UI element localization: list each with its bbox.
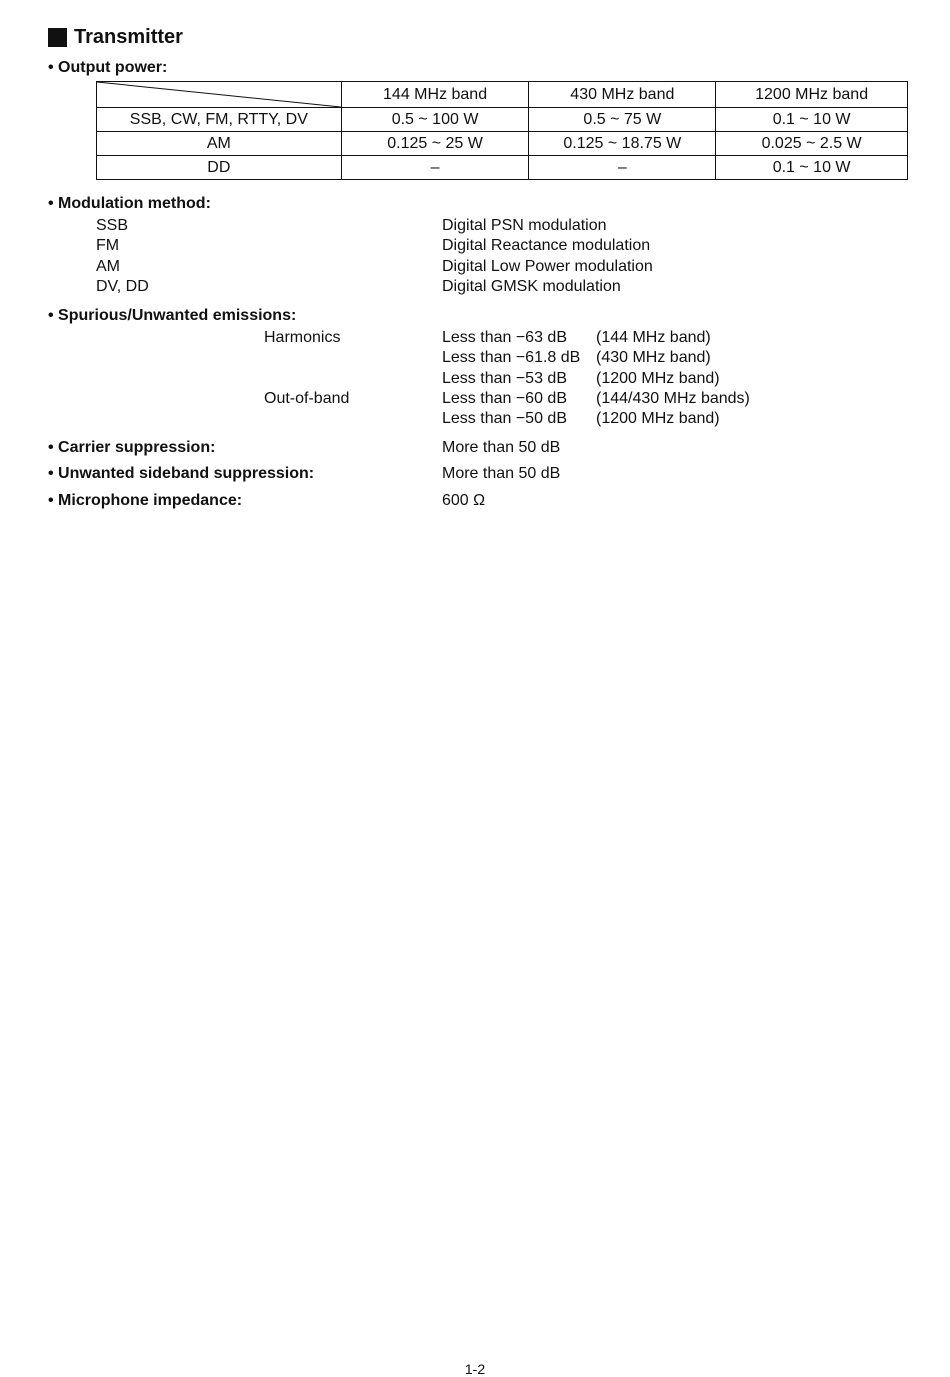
- page-number: 1-2: [464, 1361, 486, 1377]
- spurious-value: Less than −60 dB: [442, 390, 567, 407]
- row-mode: DD: [97, 156, 342, 180]
- table-cell: 0.125 ~ 18.75 W: [529, 132, 716, 156]
- table-cell: 0.1 ~ 10 W: [716, 108, 908, 132]
- table-corner-cell: [97, 82, 342, 108]
- sideband-suppression-label: • Unwanted sideband suppression:: [48, 465, 315, 482]
- carrier-suppression-value: More than 50 dB: [442, 439, 561, 456]
- section-title-text: Transmitter: [74, 26, 183, 48]
- spurious-band: (1200 MHz band): [596, 410, 720, 427]
- harmonics-label: Harmonics: [264, 329, 341, 346]
- spurious-value: Less than −63 dB: [442, 329, 567, 346]
- table-cell: –: [529, 156, 716, 180]
- table-row: [97, 132, 908, 156]
- row-mode: SSB, CW, FM, RTTY, DV: [97, 108, 342, 132]
- spurious-value: Less than −50 dB: [442, 410, 567, 427]
- row-mode: AM: [97, 132, 342, 156]
- modulation-mode: SSB: [96, 217, 129, 234]
- table-header-row: [97, 82, 908, 108]
- spurious-heading: • Spurious/Unwanted emissions:: [48, 307, 297, 324]
- output-power-heading: • Output power:: [48, 59, 168, 76]
- spurious-band: (430 MHz band): [596, 349, 711, 366]
- table-row: [97, 156, 908, 180]
- out-of-band-label: Out-of-band: [264, 390, 350, 407]
- spurious-value: Less than −53 dB: [442, 370, 567, 387]
- microphone-impedance-label: • Microphone impedance:: [48, 492, 243, 509]
- table-cell: 0.025 ~ 2.5 W: [716, 132, 908, 156]
- modulation-mode: DV, DD: [96, 278, 149, 295]
- table-cell: 0.5 ~ 75 W: [529, 108, 716, 132]
- column-header: 144 MHz band: [341, 82, 529, 108]
- modulation-method: Digital GMSK modulation: [442, 278, 621, 295]
- modulation-method: Digital Reactance modulation: [442, 237, 651, 254]
- output-power-table: [96, 81, 908, 180]
- black-square-icon: [48, 28, 67, 47]
- modulation-mode: FM: [96, 237, 120, 254]
- section-title: [48, 26, 183, 49]
- spurious-band: (1200 MHz band): [596, 370, 720, 387]
- spurious-band: (144/430 MHz bands): [596, 390, 750, 407]
- carrier-suppression-label: • Carrier suppression:: [48, 439, 216, 456]
- table-cell: –: [341, 156, 529, 180]
- spurious-band: (144 MHz band): [596, 329, 711, 346]
- modulation-mode: AM: [96, 258, 120, 275]
- column-header: 1200 MHz band: [716, 82, 908, 108]
- table-cell: 0.125 ~ 25 W: [341, 132, 529, 156]
- table-row: [97, 108, 908, 132]
- table-cell: 0.5 ~ 100 W: [341, 108, 529, 132]
- diagonal-line: [97, 82, 341, 107]
- table-cell: 0.1 ~ 10 W: [716, 156, 908, 180]
- modulation-method: Digital Low Power modulation: [442, 258, 653, 275]
- spurious-value: Less than −61.8 dB: [442, 349, 581, 366]
- sideband-suppression-value: More than 50 dB: [442, 465, 561, 482]
- column-header: 430 MHz band: [529, 82, 716, 108]
- microphone-impedance-value: 600 Ω: [442, 492, 486, 509]
- modulation-method: Digital PSN modulation: [442, 217, 607, 234]
- modulation-heading: • Modulation method:: [48, 195, 211, 212]
